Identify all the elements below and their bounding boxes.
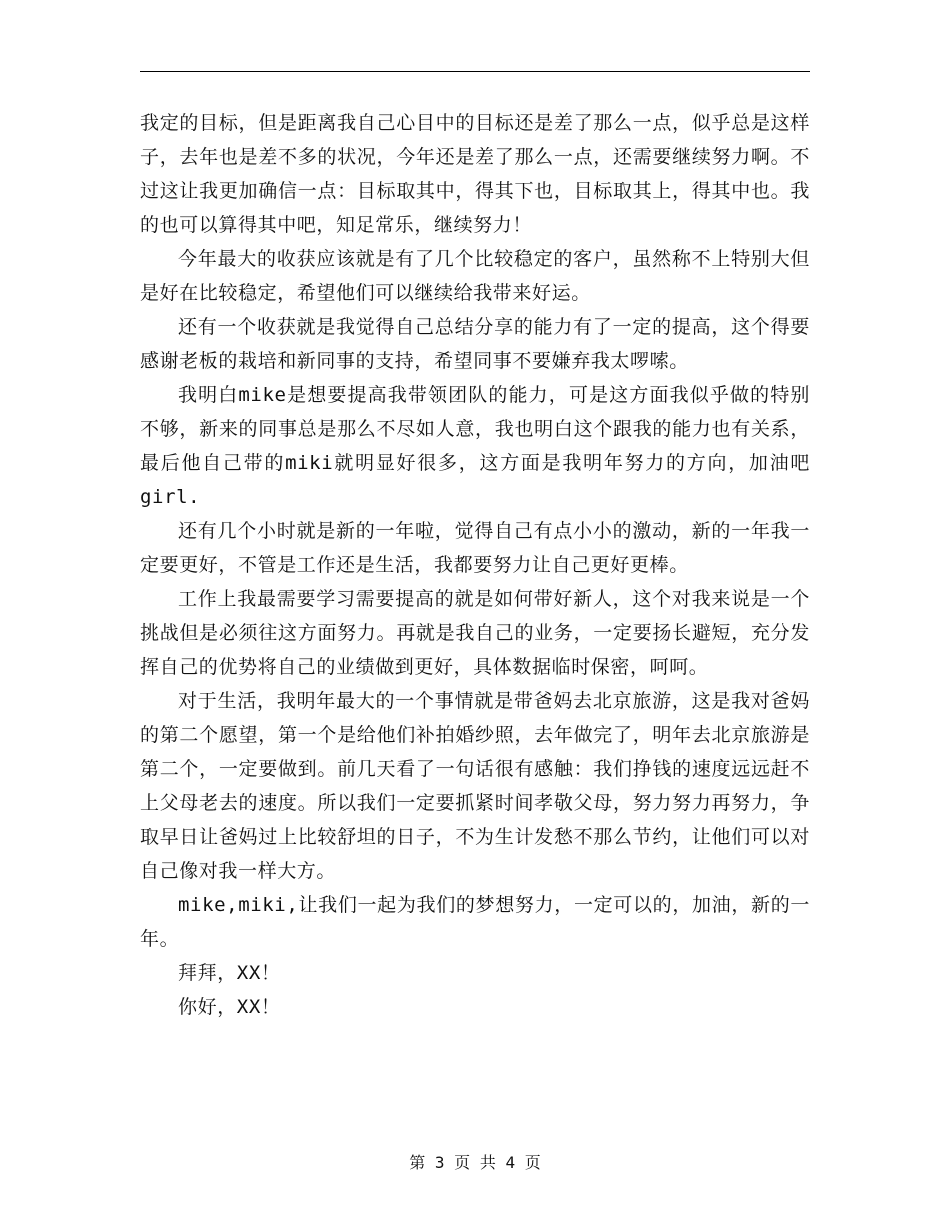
paragraph: 我定的目标，但是距离我自己心目中的目标还是差了那么一点，似乎总是这样子，去年也是差不多的状况，今年还是差了那么一点，还需要继续努力啊。不过这让我更加确信一点：目标取其中，得其下也，目标取其上，得其中也。我的也可以算得其中吧，知足常乐，继续努力！ xyxy=(140,112,810,236)
document-body xyxy=(140,106,810,1024)
paragraph: 拜拜，XX！ xyxy=(178,962,281,984)
paragraph: 我明白mike是想要提高我带领团队的能力，可是这方面我似乎做的特别不够，新来的同事总是那么不尽如人意，我也明白这个跟我的能力也有关系，最后他自己带的miki就明显好很多，这方面是我明年努力的方向，加油吧girl. xyxy=(140,384,810,508)
paragraph: 还有几个小时就是新的一年啦，觉得自己有点小小的激动，新的一年我一定要更好，不管是工作还是生活，我都要努力让自己更好更棒。 xyxy=(140,520,810,576)
paragraph: 还有一个收获就是我觉得自己总结分享的能力有了一定的提高，这个得要感谢老板的栽培和新同事的支持，希望同事不要嫌弃我太啰嗦。 xyxy=(140,316,810,372)
header-rule xyxy=(140,71,810,72)
page-number-footer: 第 3 页 共 4 页 xyxy=(409,1153,541,1172)
paragraph: 今年最大的收获应该就是有了几个比较稳定的客户，虽然称不上特别大但是好在比较稳定，希望他们可以继续给我带来好运。 xyxy=(140,248,810,304)
paragraph: 你好，XX！ xyxy=(178,996,281,1018)
paragraph: 对于生活，我明年最大的一个事情就是带爸妈去北京旅游，这是我对爸妈的第二个愿望，第一个是给他们补拍婚纱照，去年做完了，明年去北京旅游是第二个，一定要做到。前几天看了一句话很有感触：我们挣钱的速度远远赶不上父母老去的速度。所以我们一定要抓紧时间孝敬父母，努力努力再努力，争取早日让爸妈过上比较舒坦的日子，不为生计发愁不那么节约，让他们可以对自己像对我一样大方。 xyxy=(140,690,810,882)
paragraph: mike,miki,让我们一起为我们的梦想努力，一定可以的，加油，新的一年。 xyxy=(140,894,810,950)
paragraph: 工作上我最需要学习需要提高的就是如何带好新人，这个对我来说是一个挑战但是必须往这方面努力。再就是我自己的业务，一定要扬长避短，充分发挥自己的优势将自己的业绩做到更好，具体数据临时保密，呵呵。 xyxy=(140,588,810,678)
